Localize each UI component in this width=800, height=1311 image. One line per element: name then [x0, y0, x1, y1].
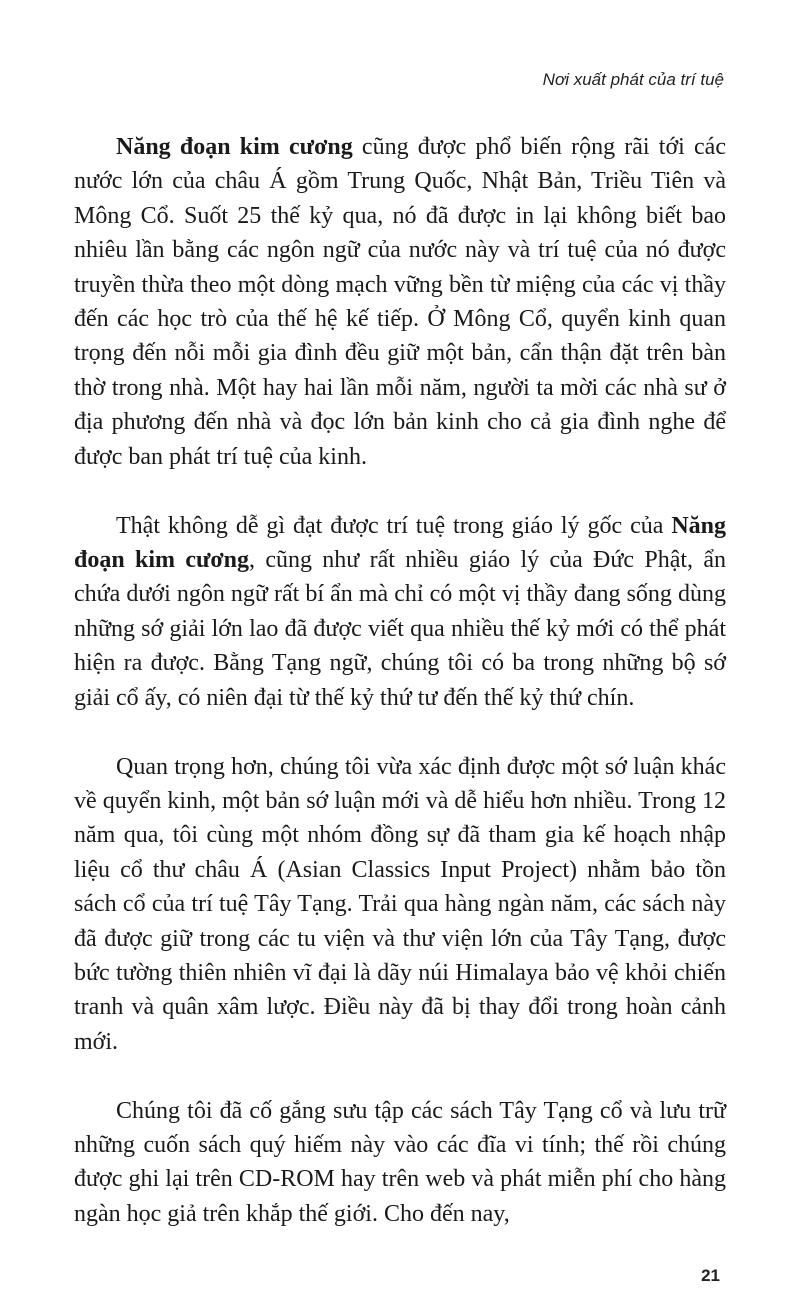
paragraph-text: cũng được phổ biến rộng rãi tới các nước lớn của châu Á gồm Trung Quốc, Nhật Bản, Triều Tiên và Mông Cổ. Suốt 25 thế kỷ qua, nó đã được in lại không biết bao nhiêu lần bằng các ngôn ngữ của nước này và trí tuệ của nó được truyền thừa theo một dòng mạch vững bền từ miệng của các vị thầy đến các học trò của thế hệ kế tiếp. Ở Mông Cổ, quyển kinh quan trọng đến nỗi mỗi gia đình đều giữ một bản, cẩn thận đặt trên bàn thờ trong nhà. Một hay hai lần mỗi năm, người ta mời các nhà sư ở địa phương đến nhà và đọc lớn bản kinh cho cả gia đình nghe để được ban phát trí tuệ của kinh.	[74, 134, 726, 470]
bold-term: Năng đoạn kim cương	[116, 134, 353, 160]
paragraph-1	[74, 130, 726, 474]
paragraph-text: Quan trọng hơn, chúng tôi vừa xác định được một sớ luận khác về quyển kinh, một bản sớ luận mới và dễ hiểu hơn nhiều. Trong 12 năm qua, tôi cùng một nhóm đồng sự đã tham gia kế hoạch nhập liệu cổ thư châu Á (Asian Classics Input Project) nhằm bảo tồn sách cổ của trí tuệ Tây Tạng. Trải qua hàng ngàn năm, các sách này đã được giữ trong các tu viện và thư viện lớn của Tây Tạng, được bức tường thiên nhiên vĩ đại là dãy núi Himalaya bảo vệ khỏi chiến tranh và quân xâm lược. Điều này đã bị thay đổi trong hoàn cảnh mới.	[74, 753, 726, 1055]
bold-term: Năng đoạn kim cương	[74, 512, 726, 573]
paragraph-text: Chúng tôi đã cố gắng sưu tập các sách Tây Tạng cổ và lưu trữ những cuốn sách quý hiếm này vào các đĩa vi tính; thế rồi chúng được ghi lại trên CD-ROM hay trên web và phát miễn phí cho hàng ngàn học giả trên khắp thế giới. Cho đến nay,	[74, 1097, 726, 1227]
paragraph-text: Thật không dễ gì đạt được trí tuệ trong giáo lý gốc của	[116, 512, 672, 539]
paragraph-3	[74, 750, 726, 1060]
paragraph-2	[74, 509, 726, 715]
running-header: Nơi xuất phát của trí tuệ	[542, 70, 724, 89]
page-number: 21	[701, 1266, 720, 1285]
paragraph-text: , cũng như rất nhiều giáo lý của Đức Phật, ẩn chứa dưới ngôn ngữ rất bí ẩn mà chỉ có một vị thầy đang sống dùng những sớ giải lớn lao đã được viết qua nhiều thế kỷ mới có thể phát hiện ra được. Bằng Tạng ngữ, chúng tôi có ba trong những bộ sớ giải cổ ấy, có niên đại từ thế kỷ thứ tư đến thế kỷ thứ chín.	[74, 546, 726, 711]
body-text	[74, 130, 726, 1266]
paragraph-4	[74, 1094, 726, 1232]
